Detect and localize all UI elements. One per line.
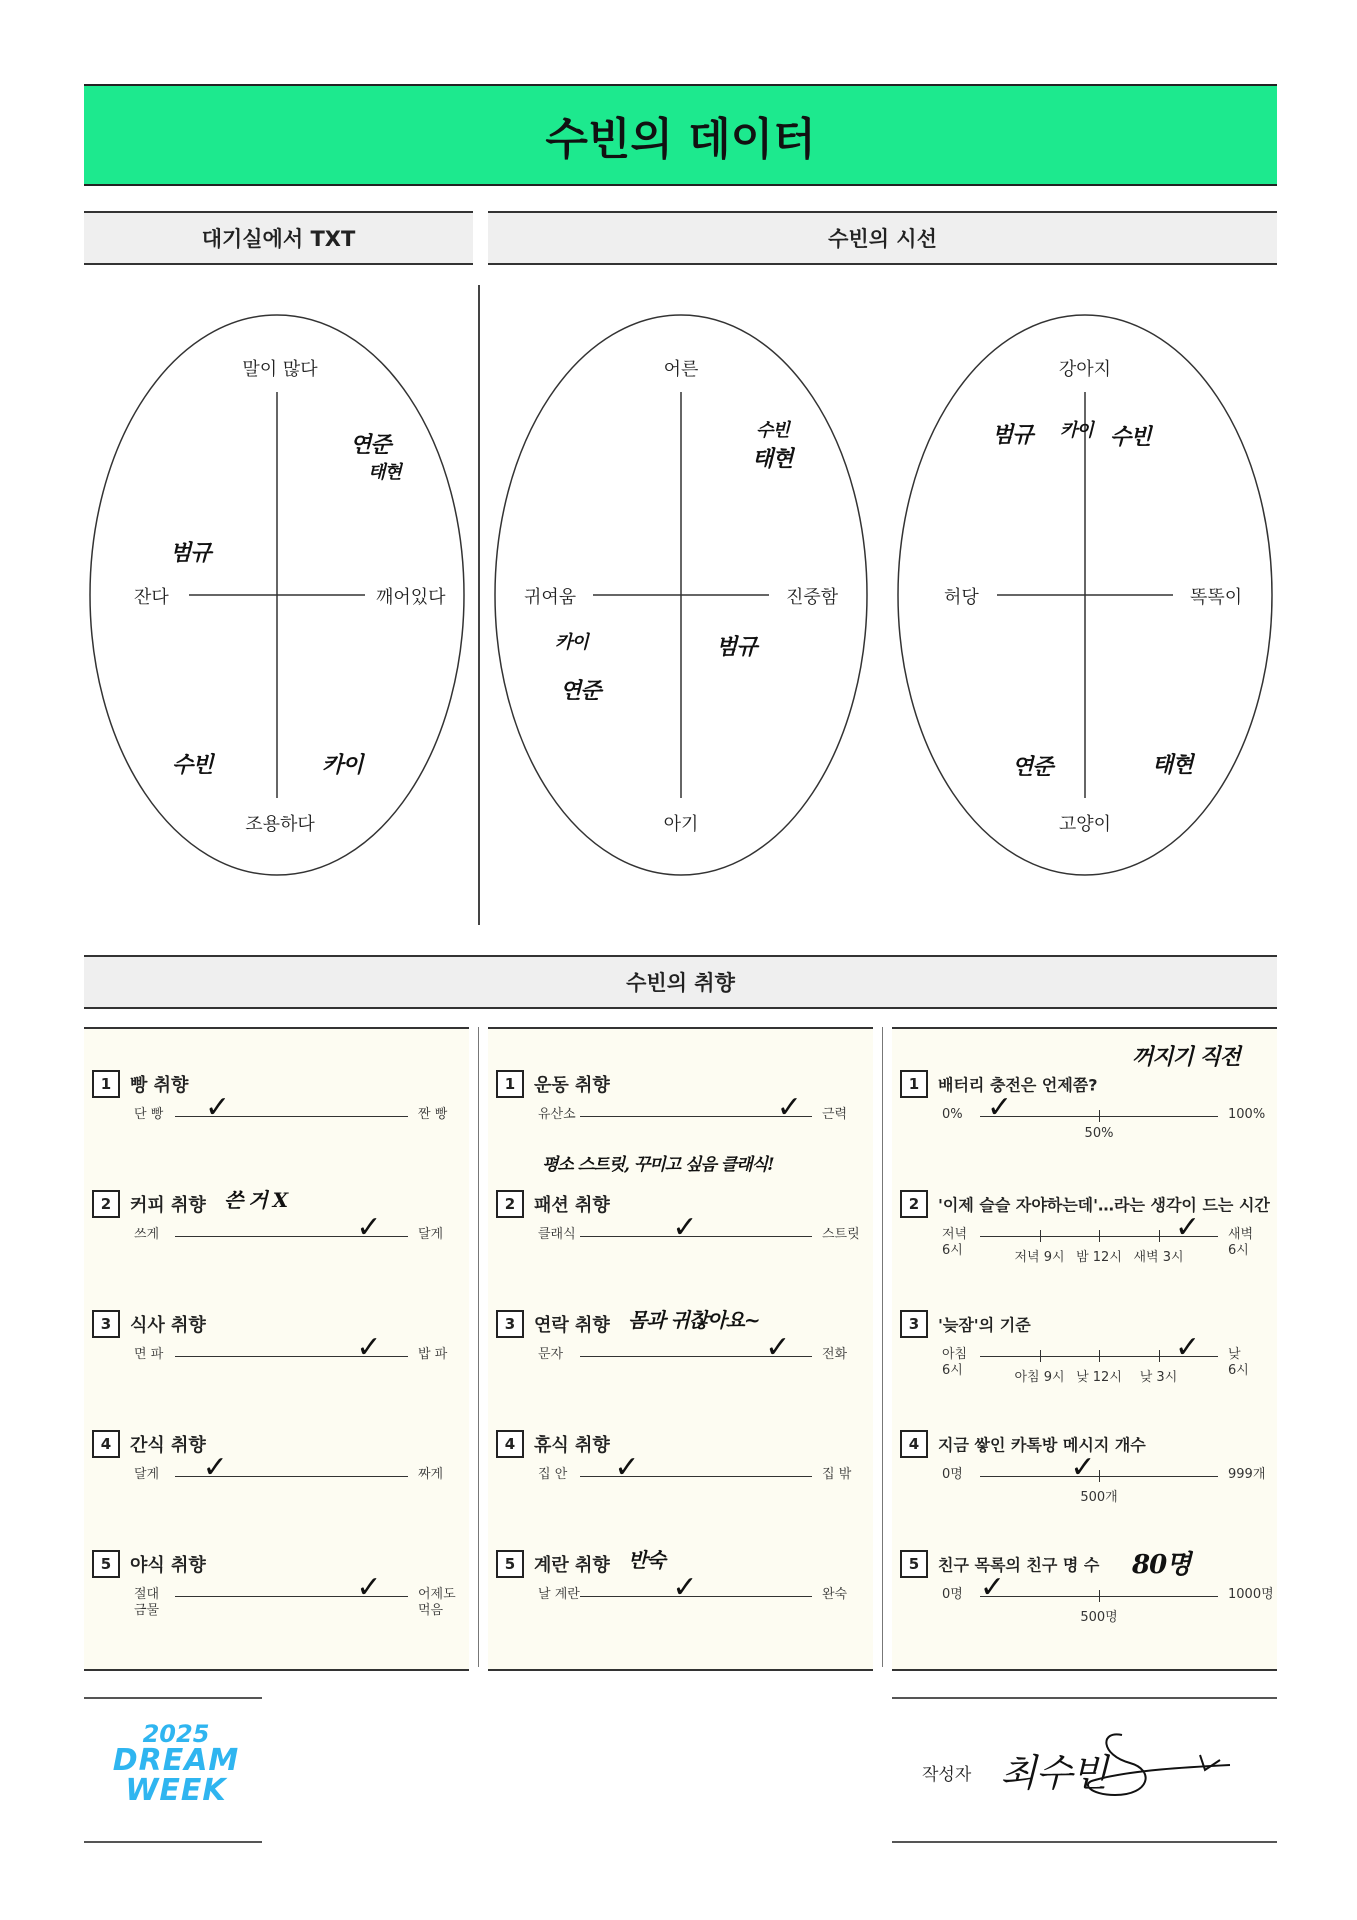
footer-line: [84, 1697, 262, 1699]
author-label: 작성자: [922, 1765, 972, 1785]
panel-divider: [882, 1027, 883, 1667]
scale-left-label: 절대 금물: [134, 1587, 160, 1618]
item-title: 간식 취향: [130, 1435, 206, 1456]
vertical-divider: [478, 285, 480, 925]
item-number: 2: [900, 1190, 928, 1218]
check-mark-icon: ✓: [1175, 1330, 1201, 1365]
dream-week-logo: [96, 1722, 256, 1806]
handwritten-mark: 카이: [322, 752, 363, 778]
tick-label: 500명: [1080, 1610, 1118, 1625]
axis-bottom-label: 아기: [663, 814, 699, 835]
item-number: 3: [900, 1310, 928, 1338]
item-title: 친구 목록의 친구 명 수: [938, 1555, 1100, 1575]
taste-item-title-row: [496, 1190, 610, 1218]
scale-tick: [1040, 1350, 1041, 1362]
scale-tick: [1099, 1350, 1100, 1362]
handwritten-mark: 연준: [1012, 754, 1053, 780]
check-mark-icon: ✓: [672, 1210, 698, 1245]
section-taste: 수빈의 취향: [84, 955, 1277, 1009]
check-mark-icon: ✓: [356, 1330, 382, 1365]
footer-line: [892, 1841, 1277, 1843]
scale-left-label: 날 계란: [538, 1587, 580, 1602]
handwritten-note: 반숙: [628, 1548, 665, 1572]
axis-left-label: 잔다: [134, 587, 169, 608]
handwritten-note: 꺼지기 직전: [1132, 1044, 1240, 1070]
footer-line: [892, 1697, 1277, 1699]
scale-right-label: 달게: [418, 1227, 444, 1242]
scale-tick: [1159, 1350, 1160, 1362]
item-number: 3: [92, 1310, 120, 1338]
item-number: 4: [92, 1430, 120, 1458]
item-title: 식사 취향: [130, 1315, 206, 1336]
scale-right-label: 전화: [822, 1347, 848, 1362]
scale-left-label: 유산소: [538, 1107, 576, 1122]
item-title: 지금 쌓인 카톡방 메시지 개수: [938, 1435, 1146, 1455]
axis-right-label: 진중함: [786, 587, 839, 608]
item-number: 3: [496, 1310, 524, 1338]
handwritten-mark: 연준: [350, 432, 391, 458]
item-number: 2: [496, 1190, 524, 1218]
axis-left-label: 귀여움: [524, 587, 577, 608]
scale-right-label: 새벽 6시: [1228, 1227, 1254, 1258]
axis-bottom-label: 고양이: [1058, 814, 1112, 835]
signature-scribble: [1070, 1725, 1250, 1805]
check-mark-icon: ✓: [614, 1450, 640, 1485]
scale-right-label: 어제도 먹음: [418, 1587, 456, 1618]
handwritten-mark: 범규: [992, 422, 1033, 448]
item-title: 운동 취향: [534, 1075, 610, 1096]
scale-tick: [1099, 1230, 1100, 1242]
item-title: '늦잠'의 기준: [938, 1315, 1031, 1335]
taste-item-title-row: [496, 1310, 610, 1338]
item-title: 연락 취향: [534, 1315, 610, 1336]
taste-item-title-row: [900, 1310, 1031, 1338]
check-mark-icon: ✓: [356, 1210, 382, 1245]
scale-left-label: 문자: [538, 1347, 564, 1362]
scale-left-label: 쓰게: [134, 1227, 160, 1242]
axis-top-label: 어른: [663, 359, 699, 380]
page-title: 수빈의 데이터: [84, 84, 1277, 186]
handwritten-mark: 태현: [1152, 752, 1193, 778]
scale-right-label: 근력: [822, 1107, 848, 1122]
scale-left-label: 면 파: [134, 1347, 164, 1362]
taste-item-title-row: [496, 1430, 610, 1458]
scale-right-label: 1000명: [1228, 1587, 1274, 1602]
taste-item-title-row: [900, 1190, 1270, 1218]
scale-left-label: 0%: [942, 1107, 963, 1122]
scale-right-label: 짠 빵: [418, 1107, 448, 1122]
taste-item-title-row: [92, 1550, 206, 1578]
item-title: 계란 취향: [534, 1555, 610, 1576]
scale-left-label: 아침 6시: [942, 1347, 968, 1378]
item-number: 4: [496, 1430, 524, 1458]
check-mark-icon: ✓: [204, 1090, 231, 1125]
taste-item-title-row: [900, 1430, 1146, 1458]
tick-label: 500개: [1080, 1490, 1118, 1505]
scale-tick: [1099, 1110, 1100, 1122]
item-title: 야식 취향: [130, 1555, 206, 1576]
handwritten-mark: 수빈: [1110, 424, 1151, 450]
scale-left-label: 단 빵: [134, 1107, 164, 1122]
scale-right-label: 낮 6시: [1228, 1347, 1249, 1378]
item-title: 빵 취향: [130, 1075, 189, 1096]
axis-right-label: 똑똑이: [1190, 587, 1243, 608]
logo-line1: DREAM: [112, 1743, 240, 1778]
section-gaze: 수빈의 시선: [488, 211, 1277, 265]
tick-label: 새벽 3시: [1133, 1250, 1184, 1265]
tick-label: 낮 3시: [1139, 1370, 1178, 1385]
item-number: 2: [92, 1190, 120, 1218]
logo-year: 2025: [142, 1720, 210, 1748]
scale-right-label: 스트릿: [822, 1227, 860, 1242]
item-number: 1: [496, 1070, 524, 1098]
scale-tick: [1099, 1590, 1100, 1602]
handwritten-note: 80명: [1132, 1550, 1191, 1580]
taste-item-title-row: [92, 1430, 206, 1458]
scale-left-label: 저녁 6시: [942, 1227, 968, 1258]
tick-label: 아침 9시: [1014, 1370, 1065, 1385]
axis-left-label: 허당: [944, 587, 979, 608]
scale-right-label: 집 밖: [822, 1467, 852, 1482]
handwritten-note: 몸과 귀찮아요~: [628, 1308, 760, 1332]
check-mark-icon: ✓: [776, 1090, 802, 1125]
item-number: 1: [900, 1070, 928, 1098]
footer-line: [84, 1841, 262, 1843]
scale-right-label: 완숙: [822, 1587, 848, 1602]
scale-left-label: 클래식: [538, 1227, 576, 1242]
handwritten-mark: 태현: [368, 462, 401, 483]
item-number: 5: [900, 1550, 928, 1578]
item-title: '이제 슬슬 자야하는데'…라는 생각이 드는 시간: [938, 1195, 1270, 1215]
handwritten-mark: 카이: [1060, 420, 1093, 441]
scale-left-label: 0명: [942, 1467, 963, 1482]
author-name: 최수빈: [1000, 1751, 1108, 1795]
handwritten-note: 평소 스트릿, 꾸미고 싶음 클래식!: [542, 1155, 774, 1175]
item-number: 1: [92, 1070, 120, 1098]
scale-left-label: 달게: [134, 1467, 160, 1482]
section-waiting-room: 대기실에서 TXT: [84, 211, 473, 265]
item-number: 5: [496, 1550, 524, 1578]
axis-bottom-label: 조용하다: [245, 814, 315, 835]
tick-label: 밤 12시: [1076, 1250, 1122, 1265]
handwritten-mark: 수빈: [172, 752, 213, 778]
axis-top-label: 말이 많다: [242, 359, 318, 380]
check-mark-icon: ✓: [979, 1570, 1006, 1605]
tick-label: 저녁 9시: [1014, 1250, 1065, 1265]
item-number: 5: [92, 1550, 120, 1578]
handwritten-mark: 범규: [170, 540, 211, 566]
scale-tick: [1040, 1230, 1041, 1242]
check-mark-icon: ✓: [1070, 1450, 1096, 1485]
handwritten-mark: 태현: [752, 446, 793, 472]
handwritten-note: 쓴 거 X: [224, 1188, 288, 1212]
taste-item-title-row: [496, 1070, 610, 1098]
check-mark-icon: ✓: [202, 1450, 228, 1485]
handwritten-mark: 카이: [555, 632, 588, 653]
handwritten-mark: 수빈: [756, 420, 789, 441]
scale-tick: [1099, 1470, 1100, 1482]
scale-left-label: 집 안: [538, 1467, 568, 1482]
logo-line2: WEEK: [125, 1773, 227, 1808]
taste-item-title-row: [92, 1190, 206, 1218]
taste-item-title-row: [496, 1550, 610, 1578]
scale-tick: [1159, 1230, 1160, 1242]
scale-right-label: 100%: [1228, 1107, 1266, 1122]
check-mark-icon: ✓: [765, 1330, 791, 1365]
scale-left-label: 0명: [942, 1587, 963, 1602]
tick-label: 낮 12시: [1076, 1370, 1122, 1385]
handwritten-mark: 연준: [560, 678, 601, 704]
item-title: 배터리 충전은 언제쯤?: [938, 1075, 1098, 1095]
scale-right-label: 짜게: [418, 1467, 444, 1482]
check-mark-icon: ✓: [356, 1570, 382, 1605]
handwritten-mark: 범규: [716, 634, 757, 660]
taste-item-title-row: [92, 1070, 188, 1098]
taste-item-title-row: [92, 1310, 206, 1338]
item-title: 패션 취향: [534, 1195, 610, 1216]
axis-right-label: 깨어있다: [376, 587, 446, 608]
item-title: 휴식 취향: [534, 1435, 610, 1456]
check-mark-icon: ✓: [672, 1570, 698, 1605]
axis-top-label: 강아지: [1058, 359, 1112, 380]
check-mark-icon: ✓: [1175, 1210, 1201, 1245]
panel-divider: [478, 1027, 479, 1667]
scale-right-label: 999개: [1228, 1467, 1266, 1482]
scale-right-label: 밥 파: [418, 1347, 448, 1362]
item-number: 4: [900, 1430, 928, 1458]
tick-label: 50%: [1084, 1126, 1114, 1141]
check-mark-icon: ✓: [987, 1090, 1013, 1125]
item-title: 커피 취향: [130, 1195, 206, 1216]
